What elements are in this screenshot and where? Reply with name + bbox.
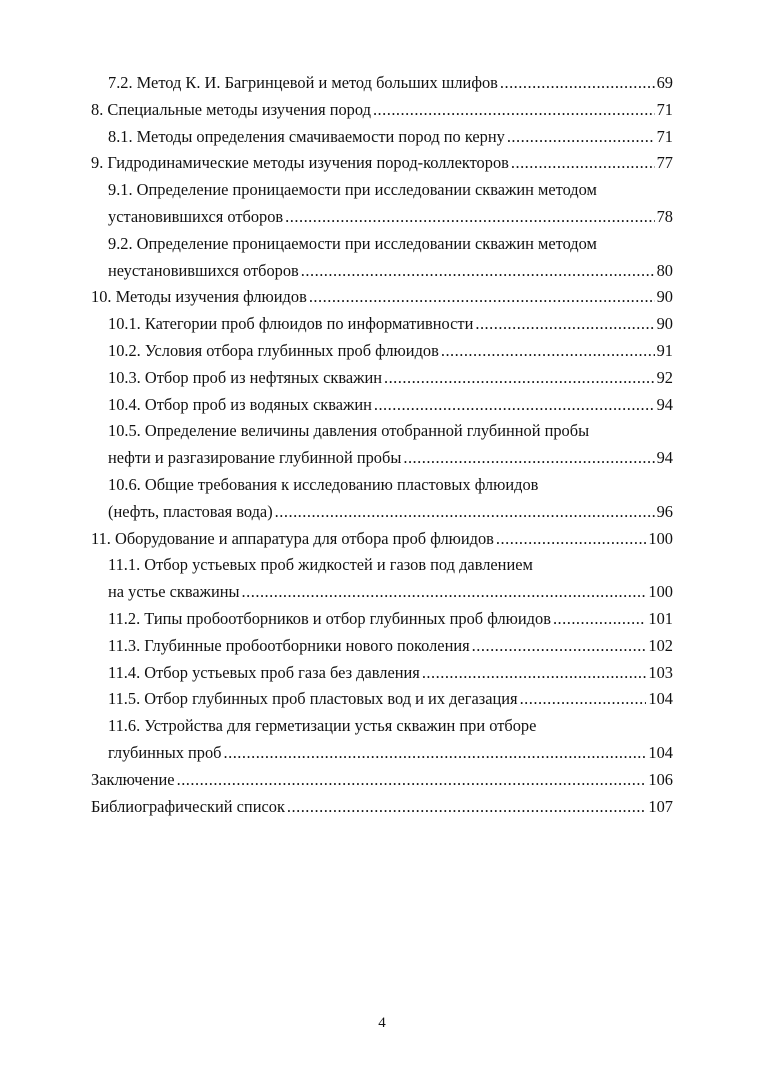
toc-entry-page: 94 [656, 448, 673, 468]
toc-entry-line [91, 526, 673, 553]
toc-entry[interactable] [91, 231, 673, 285]
toc-entry[interactable] [91, 794, 673, 821]
dot-leader [422, 660, 647, 687]
dot-leader [520, 686, 647, 713]
toc-entry-line [108, 70, 673, 97]
toc-entry-title: 11. Оборудование и аппаратура для отбора проб флюидов [91, 528, 494, 548]
toc-entry-title: 11.3. Глубинные пробоотборники нового поколения [108, 635, 470, 655]
toc-entry-line [108, 499, 673, 526]
toc-entry-title: 9. Гидродинамические методы изучения пород-коллекторов [91, 153, 509, 173]
toc-entry-line [108, 579, 673, 606]
dot-leader [496, 526, 646, 553]
toc-entry-page: 104 [648, 742, 673, 762]
toc-entry-line [91, 150, 673, 177]
toc-entry-title-line: 9.2. Определение проницаемости при исследовании скважин методом [108, 233, 597, 253]
dot-leader [275, 499, 655, 526]
toc-entry-title: на устье скважины [108, 582, 240, 602]
dot-leader [285, 204, 654, 231]
toc-entry-page: 100 [648, 582, 673, 602]
dot-leader [374, 392, 655, 419]
toc-entry[interactable] [91, 70, 673, 97]
toc-entry-title: неустановившихся отборов [108, 260, 299, 280]
toc-entry-title-line: 11.6. Устройства для герметизации устья скважин при отборе [108, 716, 537, 736]
toc-entry-title: 10.2. Условия отбора глубинных проб флюидов [108, 340, 439, 360]
toc-entry-page: 107 [648, 796, 673, 816]
toc-entry-page: 101 [648, 608, 673, 628]
toc-entry[interactable] [91, 284, 673, 311]
toc-entry-page: 104 [648, 689, 673, 709]
toc-entry-title: 8. Специальные методы изучения пород [91, 99, 371, 119]
toc-entry-page: 94 [656, 394, 673, 414]
toc-entry[interactable] [91, 660, 673, 687]
dot-leader [242, 579, 647, 606]
toc-entry-line [108, 606, 673, 633]
toc-entry[interactable] [91, 767, 673, 794]
dot-leader [475, 311, 654, 338]
toc-entry-page: 103 [648, 662, 673, 682]
toc-entry[interactable] [91, 124, 673, 151]
toc-entry[interactable] [91, 633, 673, 660]
toc-entry-title: установившихся отборов [108, 206, 284, 226]
toc-entry-title: глубинных проб [108, 742, 222, 762]
toc-entry[interactable] [91, 177, 673, 231]
toc-entry-page: 96 [656, 501, 673, 521]
dot-leader [373, 97, 655, 124]
toc-entry-line [108, 124, 673, 151]
toc-entry-title: 10.3. Отбор проб из нефтяных скважин [108, 367, 382, 387]
toc-entry-page: 77 [656, 153, 673, 173]
toc-entry-page: 102 [648, 635, 673, 655]
toc-entry-page: 71 [656, 126, 673, 146]
toc-entry-title: 10.1. Категории проб флюидов по информативности [108, 314, 474, 334]
toc-entry-page: 100 [648, 528, 673, 548]
toc-entry-title-line: 9.1. Определение проницаемости при исследовании скважин методом [108, 180, 597, 200]
toc-entry-page: 90 [656, 287, 673, 307]
dot-leader [177, 767, 647, 794]
toc-entry-line [108, 633, 673, 660]
page-number: 4 [378, 1015, 386, 1031]
dot-leader [507, 124, 655, 151]
toc-entry[interactable] [91, 526, 673, 553]
toc-entry-line [108, 311, 673, 338]
toc-entry[interactable] [91, 365, 673, 392]
toc-entry-line [108, 686, 673, 713]
toc-entry-page: 80 [656, 260, 673, 280]
toc-entry[interactable] [91, 606, 673, 633]
toc-entry-line [108, 365, 673, 392]
toc-entry[interactable] [91, 552, 673, 606]
dot-leader [384, 365, 655, 392]
dot-leader [224, 740, 647, 767]
toc-entry-title: 11.5. Отбор глубинных проб пластовых вод и их дегазация [108, 689, 518, 709]
toc-entry-page: 106 [648, 769, 673, 789]
toc-entry[interactable] [91, 150, 673, 177]
toc-entry-page: 90 [656, 314, 673, 334]
toc-entry-page: 71 [656, 99, 673, 119]
toc-entry[interactable] [91, 311, 673, 338]
toc-entry[interactable] [91, 392, 673, 419]
toc-entry-line [91, 284, 673, 311]
toc-entry-line [108, 204, 673, 231]
toc-entry-line [108, 338, 673, 365]
toc-entry-page: 91 [656, 340, 673, 360]
toc-entry[interactable] [91, 472, 673, 526]
toc-entry-title: 10.4. Отбор проб из водяных скважин [108, 394, 372, 414]
toc-entry-line [108, 392, 673, 419]
toc-entry-title: 11.2. Типы пробоотборников и отбор глубинных проб флюидов [108, 608, 551, 628]
toc-entry-title-line: 11.1. Отбор устьевых проб жидкостей и газов под давлением [108, 555, 533, 575]
toc-entry[interactable] [91, 338, 673, 365]
toc-entry-title: 10. Методы изучения флюидов [91, 287, 307, 307]
toc-entry-line [108, 445, 673, 472]
toc-entry-title: (нефть, пластовая вода) [108, 501, 273, 521]
dot-leader [472, 633, 647, 660]
toc-entry-title: 7.2. Метод К. И. Багринцевой и метод больших шлифов [108, 73, 498, 92]
toc-entry-page: 78 [656, 206, 673, 226]
dot-leader [309, 284, 655, 311]
toc-entry-line [108, 258, 673, 285]
toc-entry[interactable] [91, 418, 673, 472]
dot-leader [287, 794, 647, 821]
dot-leader [301, 258, 655, 285]
dot-leader [403, 445, 654, 472]
toc-entry-line [108, 660, 673, 687]
toc-entry-title: Заключение [91, 769, 175, 789]
toc-entry-title-line: 10.5. Определение величины давления отобранной глубинной пробы [108, 421, 590, 441]
toc-entry-line [91, 767, 673, 794]
toc-entry-line [91, 97, 673, 124]
toc-entry-page: 92 [656, 367, 673, 387]
toc-entry[interactable] [91, 713, 673, 767]
table-of-contents [91, 70, 673, 820]
dot-leader [553, 606, 646, 633]
toc-entry-line [108, 740, 673, 767]
toc-entry-title-line: 10.6. Общие требования к исследованию пластовых флюидов [108, 474, 539, 494]
dot-leader [441, 338, 655, 365]
toc-entry-page: 69 [656, 73, 673, 92]
toc-entry[interactable] [91, 97, 673, 124]
toc-entry-line [91, 794, 673, 821]
dot-leader [511, 150, 655, 177]
dot-leader [500, 70, 655, 97]
toc-entry[interactable] [91, 686, 673, 713]
toc-entry-title: Библиографический список [91, 796, 285, 816]
toc-entry-title: 11.4. Отбор устьевых проб газа без давления [108, 662, 420, 682]
toc-entry-title: нефти и разгазирование глубинной пробы [108, 448, 402, 468]
toc-entry-title: 8.1. Методы определения смачиваемости пород по керну [108, 126, 505, 146]
